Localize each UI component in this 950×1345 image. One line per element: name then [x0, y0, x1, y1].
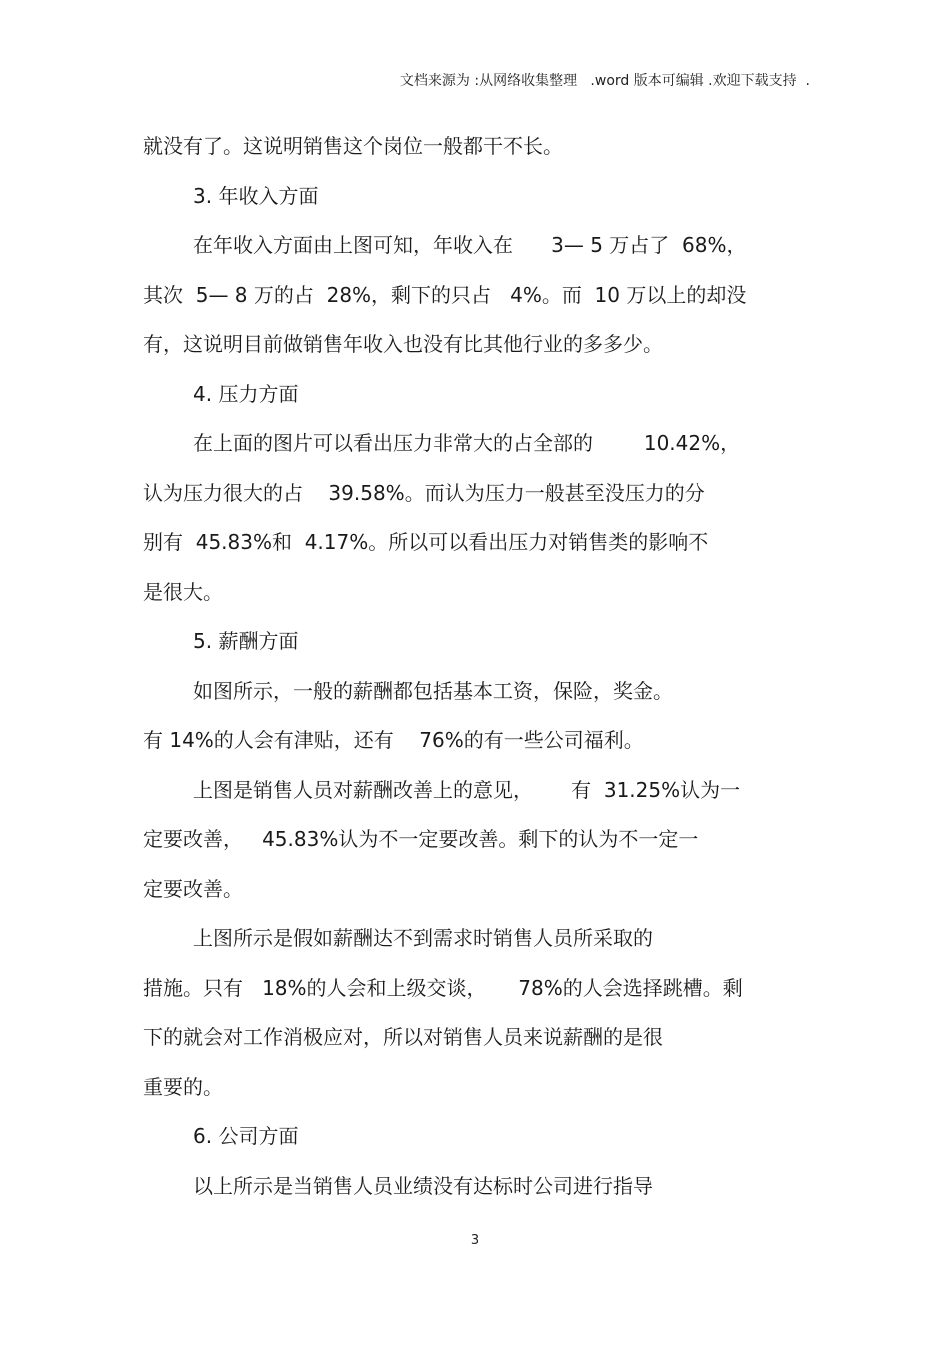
paragraph-line: 其次 5— 8 万的占 28%，剩下的只占 4%。而 10 万以上的却没: [143, 282, 747, 307]
document-body: [143, 122, 813, 1211]
paragraph-line: 就没有了。这说明销售这个岗位一般都干不长。: [143, 134, 563, 158]
paragraph-line: 定要改善。: [143, 876, 243, 901]
paragraph-line: 有，这说明目前做销售年收入也没有比其他行业的多多少。: [143, 332, 663, 356]
paragraph-line: 如图所示，一般的薪酬都包括基本工资，保险，奖金。: [193, 678, 673, 703]
paragraph-line: 别有 45.83%和 4.17%。所以可以看出压力对销售类的影响不: [143, 530, 709, 554]
paragraph-line: 是很大。: [143, 579, 223, 604]
paragraph-line: 上图是销售人员对薪酬改善上的意见， 有 31.25%认为一: [193, 777, 741, 802]
paragraph-line: 措施。只有 18%的人会和上级交谈， 78%的人会选择跳槽。剩: [143, 975, 743, 1000]
paragraph-line: 下的就会对工作消极应对，所以对销售人员来说薪酬的是很: [143, 1025, 663, 1049]
paragraph-line: 定要改善， 45.83%认为不一定要改善。剩下的认为不一定一: [143, 827, 699, 851]
paragraph-line: 重要的。: [143, 1074, 223, 1099]
paragraph-line: 认为压力很大的占 39.58%。而认为压力一般甚至没压力的分: [143, 480, 705, 505]
section-heading-company: 6. 公司方面: [193, 1124, 299, 1148]
paragraph-line: 有 14%的人会有津贴，还有 76%的有一些公司福利。: [143, 728, 644, 752]
paragraph-line: 上图所示是假如薪酬达不到需求时销售人员所采取的: [193, 926, 653, 950]
paragraph-line: 以上所示是当销售人员业绩没有达标时公司进行指导: [193, 1173, 653, 1198]
section-heading-income: 3. 年收入方面: [193, 183, 319, 208]
paragraph-line: 在上面的图片可以看出压力非常大的占全部的 10.42%，: [193, 431, 741, 455]
section-heading-salary: 5. 薪酬方面: [193, 629, 299, 653]
page-number: 3: [470, 1233, 480, 1248]
paragraph-line: 在年收入方面由上图可知，年收入在 3— 5 万占了 68%，: [193, 233, 747, 257]
document-header: 文档来源为 :从网络收集整理 .word 版本可编辑 .欢迎下载支持 .: [399, 73, 810, 89]
section-heading-pressure: 4. 压力方面: [193, 381, 299, 406]
